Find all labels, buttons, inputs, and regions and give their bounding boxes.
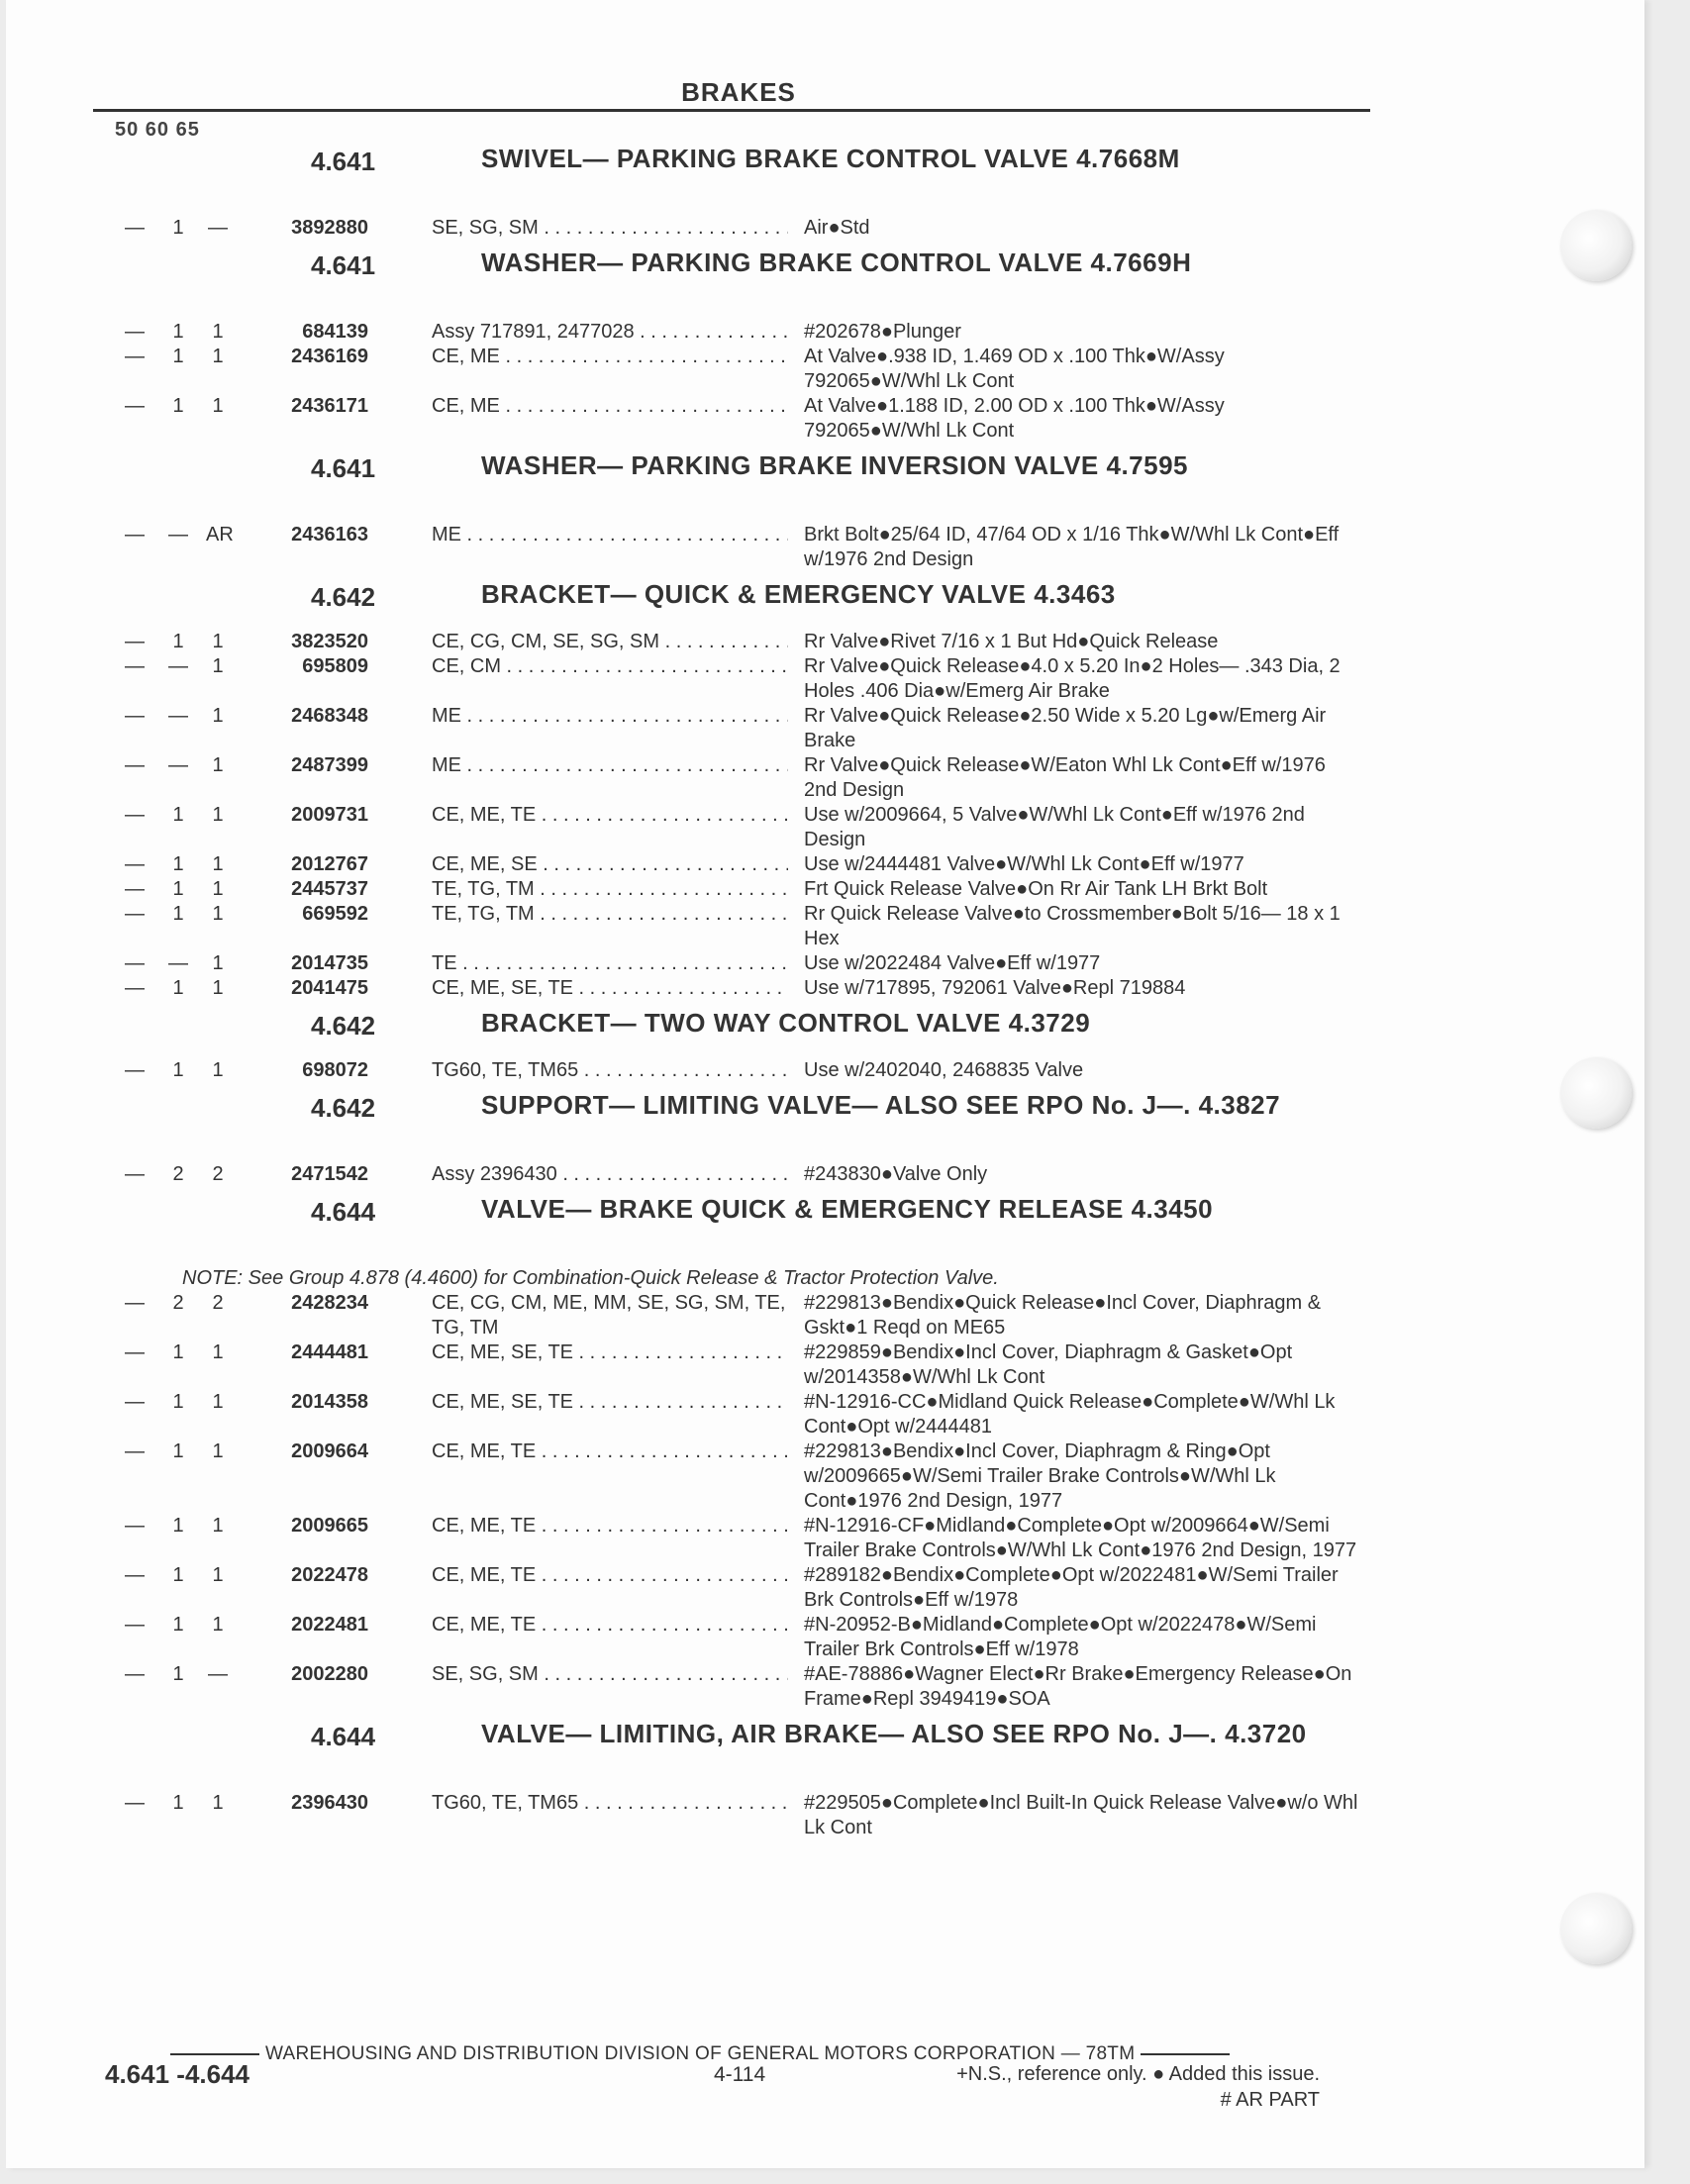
group-title: VALVE— BRAKE QUICK & EMERGENCY RELEASE 4.3450	[481, 1194, 1214, 1224]
part-description: Use w/2444481 Valve●W/Whl Lk Cont●Eff w/1977	[804, 853, 1244, 875]
model-applicability: CE, ME, SE, TE . . .	[432, 1340, 788, 1365]
part-row	[6, 1613, 1471, 1662]
qty-65: 1	[212, 952, 224, 974]
qty-50: —	[125, 346, 145, 367]
model-applicability: CE, ME, SE . . .	[432, 852, 788, 877]
part-row	[6, 1563, 1471, 1613]
binder-hole	[1560, 1893, 1632, 1964]
model-applicability: ME . . .	[432, 753, 788, 778]
part-description: Rr Quick Release Valve●to Crossmember●Bolt 5/16— 18 x 1 Hex	[804, 903, 1341, 949]
part-row	[6, 1291, 1471, 1340]
group-code: 4.642	[311, 582, 376, 612]
model-applicability: CE, ME, TE . . .	[432, 1439, 788, 1464]
part-description: Rr Valve●Quick Release●2.50 Wide x 5.20 Lg●w/Emerg Air Brake	[804, 705, 1327, 751]
model-applicability: CE, ME, TE . . .	[432, 1563, 788, 1588]
part-row	[6, 877, 1471, 902]
qty-65: AR	[206, 524, 234, 546]
part-row	[6, 630, 1471, 654]
group-code: 4.641	[311, 250, 376, 280]
part-row	[6, 1791, 1471, 1840]
part-row	[6, 951, 1471, 976]
part-description: #229813●Bendix●Incl Cover, Diaphragm & Ring●Opt w/2009665●W/Semi Trailer Brake Controls●W/Whl Lk Cont●1976 2nd Design, 1977	[804, 1440, 1276, 1512]
qty-50: —	[125, 1341, 145, 1363]
part-number: 3823520	[291, 631, 368, 652]
qty-60: 1	[172, 1564, 184, 1586]
binder-hole	[1560, 210, 1632, 281]
part-description: At Valve●1.188 ID, 2.00 OD x .100 Thk●W/Assy 792065●W/Whl Lk Cont	[804, 395, 1225, 442]
model-applicability: TE, TG, TM . . .	[432, 877, 788, 902]
part-number: 2041475	[291, 977, 368, 999]
model-applicability: SE, SG, SM . . .	[432, 216, 788, 241]
qty-65: 2	[212, 1292, 224, 1314]
part-row	[6, 1390, 1471, 1439]
group-code: 4.641	[311, 453, 376, 483]
part-number: 2014735	[291, 952, 368, 974]
group-code: 4.644	[311, 1722, 376, 1751]
binder-hole	[1560, 1057, 1632, 1129]
qty-50: —	[125, 952, 145, 974]
part-number: 2471542	[291, 1163, 368, 1185]
part-description: #N-12916-CF●Midland●Complete●Opt w/2009664●W/Semi Trailer Brake Controls●W/Whl Lk Cont●1976 2nd Design, 1977	[804, 1515, 1357, 1561]
part-row	[6, 320, 1471, 345]
qty-60: —	[168, 655, 188, 677]
qty-65: 1	[212, 804, 224, 826]
group-code: 4.641	[311, 147, 376, 176]
qty-60: 1	[172, 1440, 184, 1462]
part-number: 2009664	[291, 1440, 368, 1462]
model-applicability: TG60, TE, TM65 . . .	[432, 1058, 788, 1083]
qty-65: 1	[212, 321, 224, 343]
part-number: 2436163	[291, 524, 368, 546]
qty-65: 1	[212, 878, 224, 900]
part-number: 2022478	[291, 1564, 368, 1586]
qty-50: —	[125, 705, 145, 727]
model-applicability: SE, SG, SM . . .	[432, 1662, 788, 1687]
qty-50: —	[125, 754, 145, 776]
qty-60: 1	[172, 1391, 184, 1413]
model-applicability: TG60, TE, TM65 . . .	[432, 1791, 788, 1816]
part-number: 2444481	[291, 1341, 368, 1363]
part-description: Use w/717895, 792061 Valve●Repl 719884	[804, 977, 1186, 999]
qty-60: 1	[172, 631, 184, 652]
qty-65: 1	[212, 655, 224, 677]
group-header	[6, 449, 1471, 523]
qty-60: 1	[172, 853, 184, 875]
qty-60: 1	[172, 878, 184, 900]
legend-reference: +N.S., reference only. ● Added this issue.	[956, 2063, 1320, 2085]
qty-50: —	[125, 1792, 145, 1814]
part-number: 3892880	[291, 217, 368, 239]
part-description: Frt Quick Release Valve●On Rr Air Tank LH Brkt Bolt	[804, 878, 1268, 900]
model-applicability: TE . . .	[432, 951, 788, 976]
group-header	[6, 1007, 1471, 1058]
qty-60: 1	[172, 1059, 184, 1081]
qty-60: 1	[172, 1341, 184, 1363]
model-columns-header: 50 60 65	[115, 119, 200, 141]
part-number: 698072	[302, 1059, 368, 1081]
qty-65: 1	[212, 395, 224, 417]
model-applicability: ME . . .	[432, 523, 788, 547]
part-row	[6, 753, 1471, 803]
part-description: #AE-78886●Wagner Elect●Rr Brake●Emergency Release●On Frame●Repl 3949419●SOA	[804, 1663, 1352, 1710]
qty-65: 1	[212, 1564, 224, 1586]
qty-50: —	[125, 1515, 145, 1537]
qty-60: —	[168, 705, 188, 727]
model-applicability: CE, ME . . .	[432, 394, 788, 419]
model-applicability: CE, ME, TE . . .	[432, 1514, 788, 1539]
part-number: 2009731	[291, 804, 368, 826]
qty-60: 1	[172, 1792, 184, 1814]
part-row	[6, 852, 1471, 877]
qty-50: —	[125, 1292, 145, 1314]
qty-65: 1	[212, 1059, 224, 1081]
catalog-page	[6, 0, 1644, 2168]
group-header	[6, 143, 1471, 216]
header-rule	[93, 109, 1370, 112]
qty-65: 1	[212, 1440, 224, 1462]
qty-60: 1	[172, 321, 184, 343]
qty-65: 1	[212, 1792, 224, 1814]
part-number: 2022481	[291, 1614, 368, 1636]
qty-65: 2	[212, 1163, 224, 1185]
qty-60: 1	[172, 217, 184, 239]
group-code: 4.644	[311, 1197, 376, 1227]
part-number: 2436169	[291, 346, 368, 367]
qty-60: 2	[172, 1292, 184, 1314]
qty-50: —	[125, 878, 145, 900]
part-number: 2009665	[291, 1515, 368, 1537]
part-description: Rr Valve●Rivet 7/16 x 1 But Hd●Quick Release	[804, 631, 1219, 652]
model-applicability: Assy 2396430 . . .	[432, 1162, 788, 1187]
part-row	[6, 1058, 1471, 1083]
model-applicability: ME . . .	[432, 704, 788, 729]
part-description: #243830●Valve Only	[804, 1163, 988, 1185]
group-title: WASHER— PARKING BRAKE CONTROL VALVE 4.7669H	[481, 248, 1192, 277]
qty-65: 1	[212, 853, 224, 875]
qty-50: —	[125, 217, 145, 239]
group-header	[6, 1089, 1471, 1162]
part-description: #202678●Plunger	[804, 321, 961, 343]
part-description: Use w/2009664, 5 Valve●W/Whl Lk Cont●Eff w/1976 2nd Design	[804, 804, 1305, 850]
qty-60: 1	[172, 903, 184, 925]
model-applicability: Assy 717891, 2477028 . . .	[432, 320, 788, 345]
part-description: #229505●Complete●Incl Built-In Quick Release Valve●w/o Whl Lk Cont	[804, 1792, 1358, 1838]
qty-50: —	[125, 1163, 145, 1185]
page-number: 4-114	[714, 2063, 766, 2086]
part-description: #229859●Bendix●Incl Cover, Diaphragm & Gasket●Opt w/2014358●W/Whl Lk Cont	[804, 1341, 1293, 1388]
qty-60: 1	[172, 1614, 184, 1636]
group-title: SUPPORT— LIMITING VALVE— ALSO SEE RPO No. J—. 4.3827	[481, 1090, 1281, 1120]
qty-60: 1	[172, 395, 184, 417]
model-applicability: CE, ME, SE, TE . . .	[432, 1390, 788, 1415]
group-code: 4.642	[311, 1093, 376, 1123]
part-description: At Valve●.938 ID, 1.469 OD x .100 Thk●W/Assy 792065●W/Whl Lk Cont	[804, 346, 1225, 392]
section-title: BRAKES	[681, 77, 796, 107]
part-description: #N-12916-CC●Midland Quick Release●Complete●W/Whl Lk Cont●Opt w/2444481	[804, 1391, 1336, 1438]
qty-65: 1	[212, 1614, 224, 1636]
model-applicability: CE, CG, CM, SE, SG, SM . . .	[432, 630, 788, 654]
qty-50: —	[125, 853, 145, 875]
part-number: 2436171	[291, 395, 368, 417]
model-applicability: CE, ME, TE . . .	[432, 1613, 788, 1638]
qty-65: 1	[212, 903, 224, 925]
qty-60: 2	[172, 1163, 184, 1185]
part-row	[6, 1162, 1471, 1187]
legend-ar-part: # AR PART	[1220, 2089, 1320, 2111]
part-row	[6, 704, 1471, 753]
group-title: WASHER— PARKING BRAKE INVERSION VALVE 4.7595	[481, 450, 1189, 480]
part-row	[6, 1340, 1471, 1390]
part-row	[6, 394, 1471, 444]
qty-60: 1	[172, 977, 184, 999]
group-title: SWIVEL— PARKING BRAKE CONTROL VALVE 4.7668M	[481, 144, 1180, 173]
part-number: 2014358	[291, 1391, 368, 1413]
group-header	[6, 578, 1471, 630]
part-row	[6, 803, 1471, 852]
qty-50: —	[125, 1564, 145, 1586]
group-title: BRACKET— QUICK & EMERGENCY VALVE 4.3463	[481, 579, 1116, 609]
qty-50: —	[125, 524, 145, 546]
part-number: 2468348	[291, 705, 368, 727]
group-title: VALVE— LIMITING, AIR BRAKE— ALSO SEE RPO No. J—. 4.3720	[481, 1719, 1307, 1748]
qty-60: —	[168, 952, 188, 974]
model-applicability: TE, TG, TM . . .	[432, 902, 788, 927]
qty-65: —	[208, 1663, 228, 1685]
model-applicability: CE, ME, SE, TE . . .	[432, 976, 788, 1001]
qty-60: 1	[172, 804, 184, 826]
model-applicability: CE, ME . . .	[432, 345, 788, 369]
qty-65: 1	[212, 754, 224, 776]
part-description: Rr Valve●Quick Release●W/Eaton Whl Lk Cont●Eff w/1976 2nd Design	[804, 754, 1326, 801]
part-number: 2002280	[291, 1663, 368, 1685]
part-description: Rr Valve●Quick Release●4.0 x 5.20 In●2 Holes— .343 Dia, 2 Holes .406 Dia●w/Emerg Air Brake	[804, 655, 1341, 702]
part-row	[6, 654, 1471, 704]
group-title: BRACKET— TWO WAY CONTROL VALVE 4.3729	[481, 1008, 1091, 1038]
qty-50: —	[125, 395, 145, 417]
part-number: 2445737	[291, 878, 368, 900]
qty-65: 1	[212, 1341, 224, 1363]
qty-65: 1	[212, 977, 224, 999]
part-row	[6, 1439, 1471, 1514]
part-number: 2487399	[291, 754, 368, 776]
part-number: 2428234	[291, 1292, 368, 1314]
part-number: 2396430	[291, 1792, 368, 1814]
part-number: 695809	[302, 655, 368, 677]
qty-50: —	[125, 1614, 145, 1636]
part-row	[6, 345, 1471, 394]
part-description: Use w/2022484 Valve●Eff w/1977	[804, 952, 1101, 974]
qty-60: 1	[172, 346, 184, 367]
group-header	[6, 1718, 1471, 1791]
group-code: 4.642	[311, 1011, 376, 1041]
part-row	[6, 976, 1471, 1001]
part-description: #229813●Bendix●Quick Release●Incl Cover, Diaphragm & Gskt●1 Reqd on ME65	[804, 1292, 1322, 1339]
part-number: 669592	[302, 903, 368, 925]
model-applicability: CE, CG, CM, ME, MM, SE, SG, SM, TE, TG, TM	[432, 1292, 786, 1339]
part-row	[6, 902, 1471, 951]
footer-division: WAREHOUSING AND DISTRIBUTION DIVISION OF GENERAL MOTORS CORPORATION — 78TM	[164, 2043, 1236, 2065]
qty-50: —	[125, 1440, 145, 1462]
page-code: 4.641 -4.644	[105, 2059, 250, 2089]
qty-65: 1	[212, 631, 224, 652]
qty-50: —	[125, 1059, 145, 1081]
qty-65: 1	[212, 1391, 224, 1413]
qty-60: 1	[172, 1515, 184, 1537]
qty-50: —	[125, 631, 145, 652]
part-description: Brkt Bolt●25/64 ID, 47/64 OD x 1/16 Thk●W/Whl Lk Cont●Eff w/1976 2nd Design	[804, 524, 1340, 570]
qty-60: —	[168, 754, 188, 776]
part-description: Use w/2402040, 2468835 Valve	[804, 1059, 1084, 1081]
part-row	[6, 216, 1471, 241]
qty-50: —	[125, 903, 145, 925]
model-applicability: CE, CM . . .	[432, 654, 788, 679]
model-applicability: CE, ME, TE . . .	[432, 803, 788, 828]
part-row	[6, 1514, 1471, 1563]
qty-50: —	[125, 804, 145, 826]
part-description: #289182●Bendix●Complete●Opt w/2022481●W/Semi Trailer Brk Controls●Eff w/1978	[804, 1564, 1339, 1611]
qty-50: —	[125, 1391, 145, 1413]
qty-65: 1	[212, 346, 224, 367]
group-header	[6, 1193, 1471, 1266]
group-header	[6, 247, 1471, 320]
qty-65: 1	[212, 705, 224, 727]
qty-60: 1	[172, 1663, 184, 1685]
qty-60: —	[168, 524, 188, 546]
qty-50: —	[125, 977, 145, 999]
part-description: Air●Std	[804, 217, 870, 239]
qty-65: 1	[212, 1515, 224, 1537]
part-number: 2012767	[291, 853, 368, 875]
group-note: NOTE: See Group 4.878 (4.4600) for Combination-Quick Release & Tractor Protection Valve.	[182, 1267, 999, 1289]
part-number: 684139	[302, 321, 368, 343]
qty-50: —	[125, 1663, 145, 1685]
qty-50: —	[125, 321, 145, 343]
qty-65: —	[208, 217, 228, 239]
part-row	[6, 523, 1471, 572]
parts-list	[6, 137, 1471, 1840]
qty-50: —	[125, 655, 145, 677]
part-row	[6, 1662, 1471, 1712]
part-description: #N-20952-B●Midland●Complete●Opt w/2022478●W/Semi Trailer Brk Controls●Eff w/1978	[804, 1614, 1317, 1660]
